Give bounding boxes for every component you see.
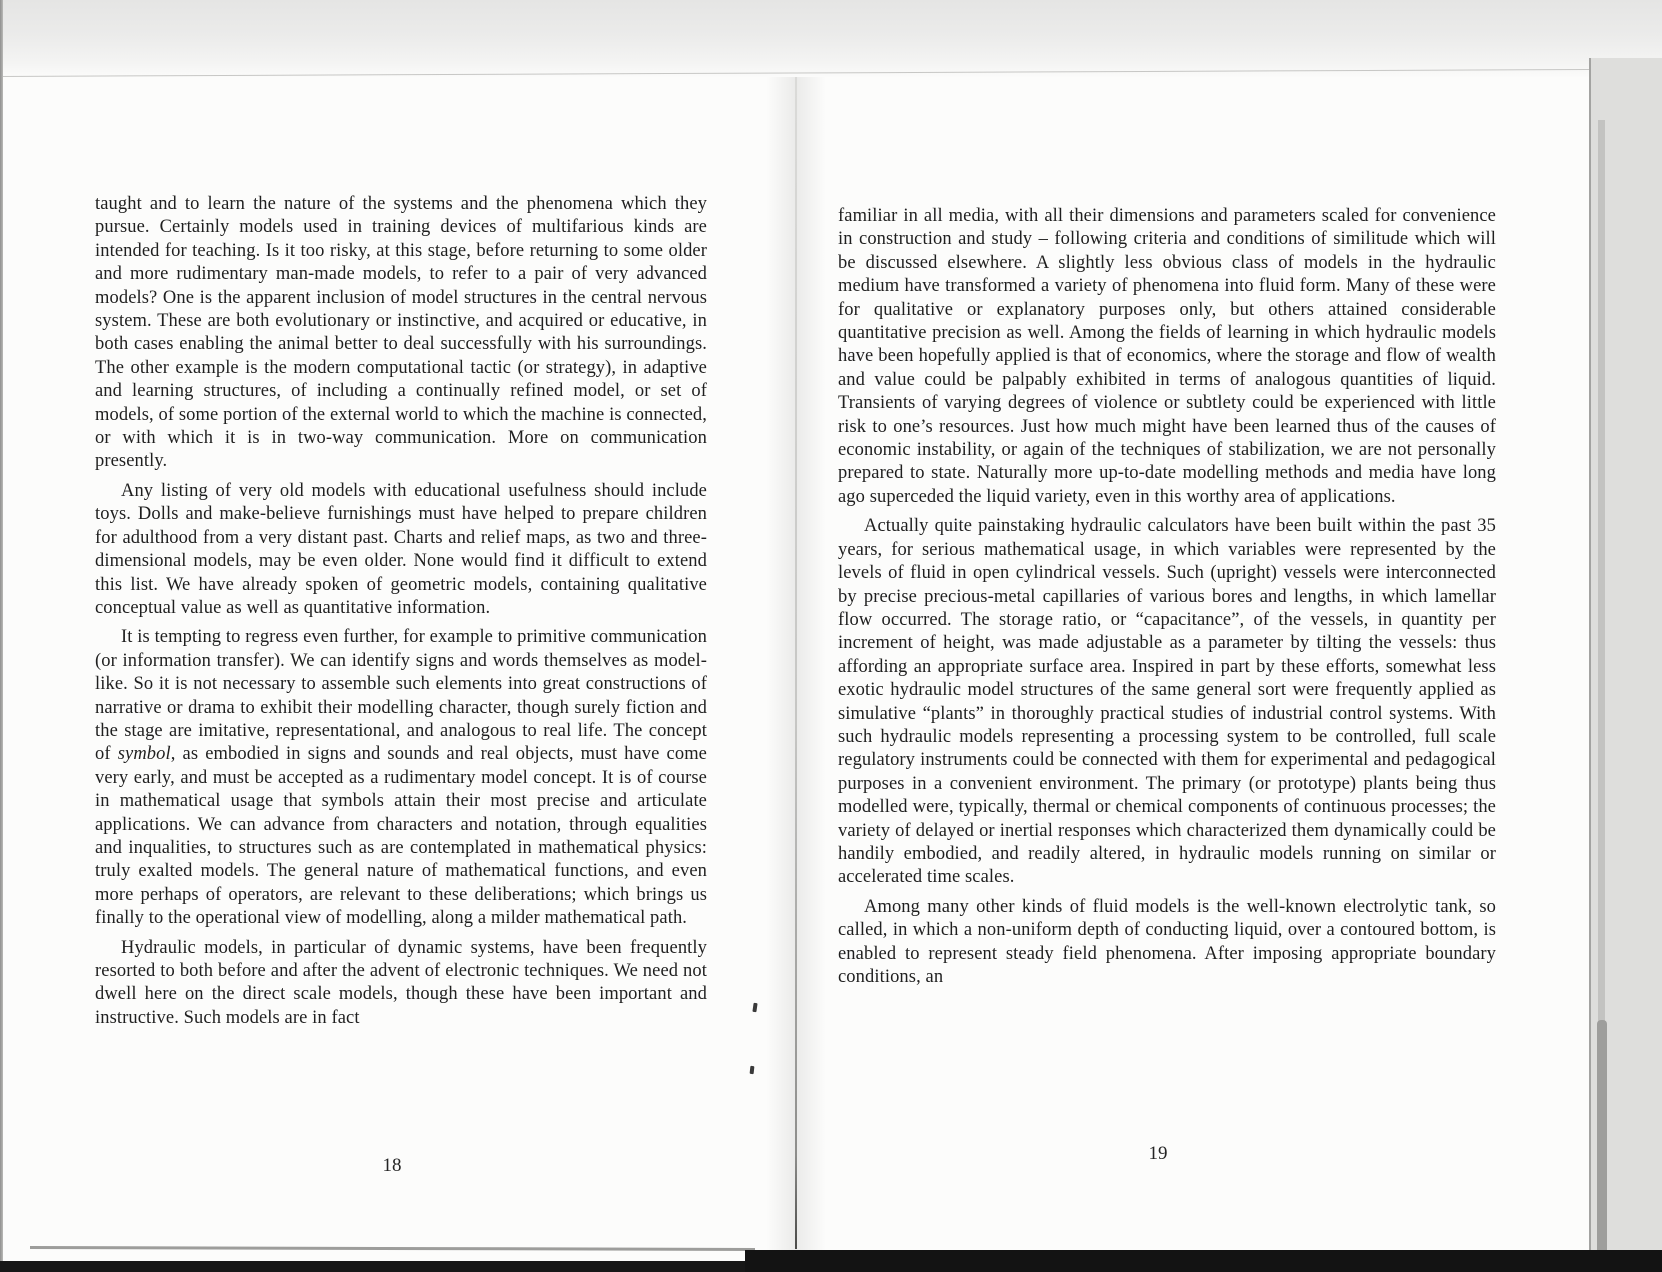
scan-speck	[750, 1066, 755, 1074]
italic-text-run: symbol	[117, 744, 171, 765]
text-run: Hydraulic models, in particular of dynamic systems, have been frequently resorted to both before and after the advent of electronic techniques. We need not dwell here on the direct scale models, though these have been important and instructive. Such models are in fact	[95, 937, 707, 1028]
page-19-number: 19	[1148, 1143, 1168, 1164]
paragraph	[838, 205, 1496, 509]
bottom-page-edge-line	[30, 1246, 755, 1251]
scanner-top-band	[0, 0, 1662, 77]
bottom-shadow-left	[0, 1261, 755, 1272]
paragraph	[95, 480, 707, 620]
book-gutter-line	[795, 77, 797, 1249]
text-run: It is tempting to regress even further, for example to primitive communication (or information transfer). We can identify signs and words themselves as model-like. So it is not necessary to assemble such elements into great constructions of narrative or drama to exhibit their modelling character, though surely fiction and the stage are imitative, representational, and analogous to real life. The concept of	[95, 627, 707, 765]
left-page-edge-line	[0, 0, 3, 1272]
right-page-edge-line	[1589, 58, 1591, 1256]
text-run: , as embodied in signs and sounds and real objects, must have come very early, and must be accepted as a rudimentary model concept. It is of course in mathematical usage that symbols attain their most precise and articulate applications. We can advance from characters and notation, through equalities and inqualities, to structures such as are contemplated in mathematical physics: truly exalted models. The general nature of mathematical functions, and even more perhaps of operators, are relevant to these deliberations; which brings us finally to the operational view of modelling, along a milder mathematical path.	[95, 744, 707, 929]
paragraph	[95, 626, 707, 930]
page-18-text-column	[95, 193, 707, 1030]
scan-speck	[752, 1003, 757, 1012]
paragraph	[838, 896, 1496, 990]
paragraph	[95, 193, 707, 474]
text-run: Any listing of very old models with educational usefulness should include toys. Dolls and make-believe furnishings must have helped to prepare children for adulthood from a very distant past. Charts and relief maps, as two and three-dimensional models, may be even older. None would find it difficult to extend this list. We have already spoken of geometric models, containing qualitative conceptual value as well as quantitative information.	[95, 480, 707, 618]
text-run: Among many other kinds of fluid models is the well-known electrolytic tank, so called, in which a non-uniform depth of conducting liquid, over a contoured bottom, is enabled to represent steady field phenomena. After imposing appropriate boundary conditions, an	[838, 896, 1496, 987]
page-19-text-column	[838, 205, 1496, 989]
page-18-number: 18	[382, 1155, 402, 1176]
text-run: taught and to learn the nature of the systems and the phenomena which they pursue. Certainly models used in training devices of multifarious kinds are intended for teaching. Is it too risky, at this stage, before returning to some older and more rudimentary man-made models, to refer to a pair of very advanced models? One is the apparent inclusion of model structures in the central nervous system. These are both evolutionary or instinctive, and acquired or educative, in both cases enabling the animal better to deal successfully with his surroundings. The other example is the modern computational tactic (or strategy), in adaptive and learning structures, of including a continually refined model, or set of models, of some portion of the external world to which the machine is connected, or with which it is in two-way communication. More on communication presently.	[95, 194, 707, 472]
text-run: familiar in all media, with all their dimensions and parameters scaled for convenience in construction and study – following criteria and conditions of similitude which will be discussed elsewhere. A slightly less obvious class of models in the hydraulic medium have transformed a variety of phenomena into fluid form. Many of these were for qualitative or explanatory purposes only, but others attained considerable quantitative precision as well. Among the fields of learning in which hydraulic models have been hopefully applied is that of economics, where the storage and flow of wealth and value could be palpably exhibited in terms of analogous quantities of liquid. Transients of varying degrees of violence or subtlety could be experienced with little risk to one’s resources. Just how much might have been learned thus of the causes of economic instability, or again of the techniques of stabilization, we are not personally prepared to state. Naturally more up-to-date modelling methods and media have long ago superceded the liquid variety, even in this worthy area of applications.	[838, 206, 1496, 507]
paragraph	[838, 515, 1496, 890]
bottom-shadow-right	[745, 1250, 1662, 1272]
paragraph	[95, 937, 707, 1031]
page-stack-smudge	[1597, 1020, 1607, 1256]
text-run: Actually quite painstaking hydraulic calculators have been built within the past 35 years, for serious mathematical usage, in which variables were represented by the levels of fluid in open cylindrical vessels. Such (upright) vessels were interconnected by precise precious-metal capillaries of various bores and lengths, in which lamellar flow occurred. The storage ratio, or “capacitance”, of the vessels, in quantity per increment of height, was made adjustable as a parameter by tilting the vessels: thus affording an appropriate surface area. Inspired in part by these efforts, somewhat less exotic hydraulic model structures of the same general sort were frequently applied as simulative “plants” in thoroughly practical studies of industrial control systems. With such hydraulic models representing a processing system to be controlled, full scale regulatory instruments could be connected with them for experimental and pedagogical purposes in a convenient environment. The primary (or prototype) plants being thus modelled were, typically, thermal or chemical components of continuous processes; the variety of delayed or inertial responses which characterized them dynamically could be handily embodied, and readily altered, in hydraulic models running on similar or accelerated time scales.	[838, 516, 1496, 888]
